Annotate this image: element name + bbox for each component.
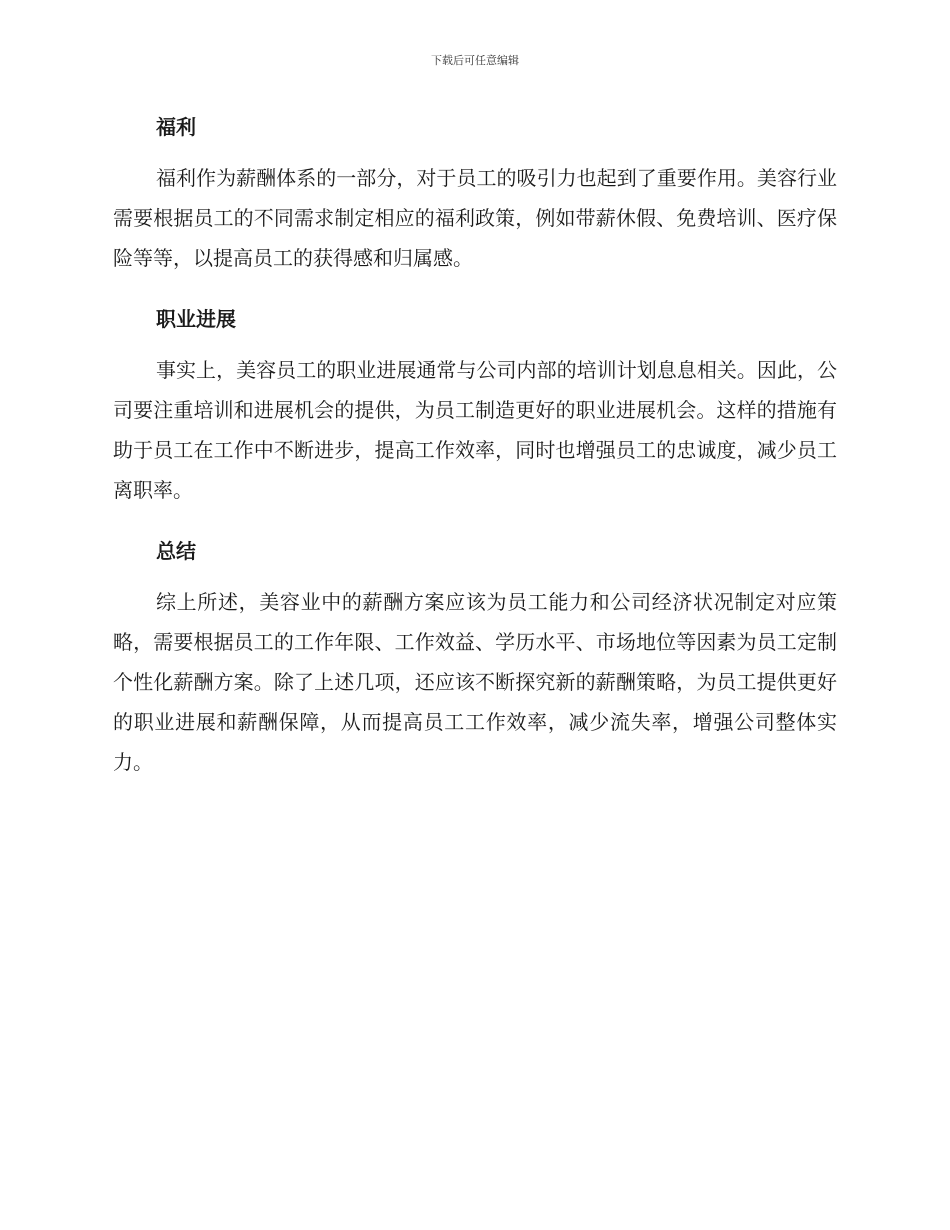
page-header: 下载后可任意编辑: [431, 54, 519, 67]
section-paragraph: 综上所述，美容业中的薪酬方案应该为员工能力和公司经济状况制定对应策略，需要根据员工的工作年限、工作效益、学历水平、市场地位等因素为员工定制个性化薪酬方案。除了上述几项，还应该不断探究新的薪酬策略，为员工提供更好的职业进展和薪酬保障，从而提高员工工作效率，减少流失率，增强公司整体实力。: [113, 590, 837, 774]
section-paragraph: 福利作为薪酬体系的一部分，对于员工的吸引力也起到了重要作用。美容行业需要根据员工的不同需求制定相应的福利政策，例如带薪休假、免费培训、医疗保险等等，以提高员工的获得感和归属感。: [113, 166, 837, 270]
section-career-progress: [113, 300, 837, 510]
section-welfare: [113, 108, 837, 278]
section-heading: 总结: [156, 539, 196, 563]
section-heading: 职业进展: [156, 307, 236, 331]
document-body: [113, 108, 837, 782]
section-paragraph: 事实上，美容员工的职业进展通常与公司内部的培训计划息息相关。因此，公司要注重培训和进展机会的提供，为员工制造更好的职业进展机会。这样的措施有助于员工在工作中不断进步，提高工作效率，同时也增强员工的忠诚度，减少员工离职率。: [113, 358, 837, 502]
section-summary: [113, 532, 837, 782]
section-heading: 福利: [156, 115, 196, 139]
